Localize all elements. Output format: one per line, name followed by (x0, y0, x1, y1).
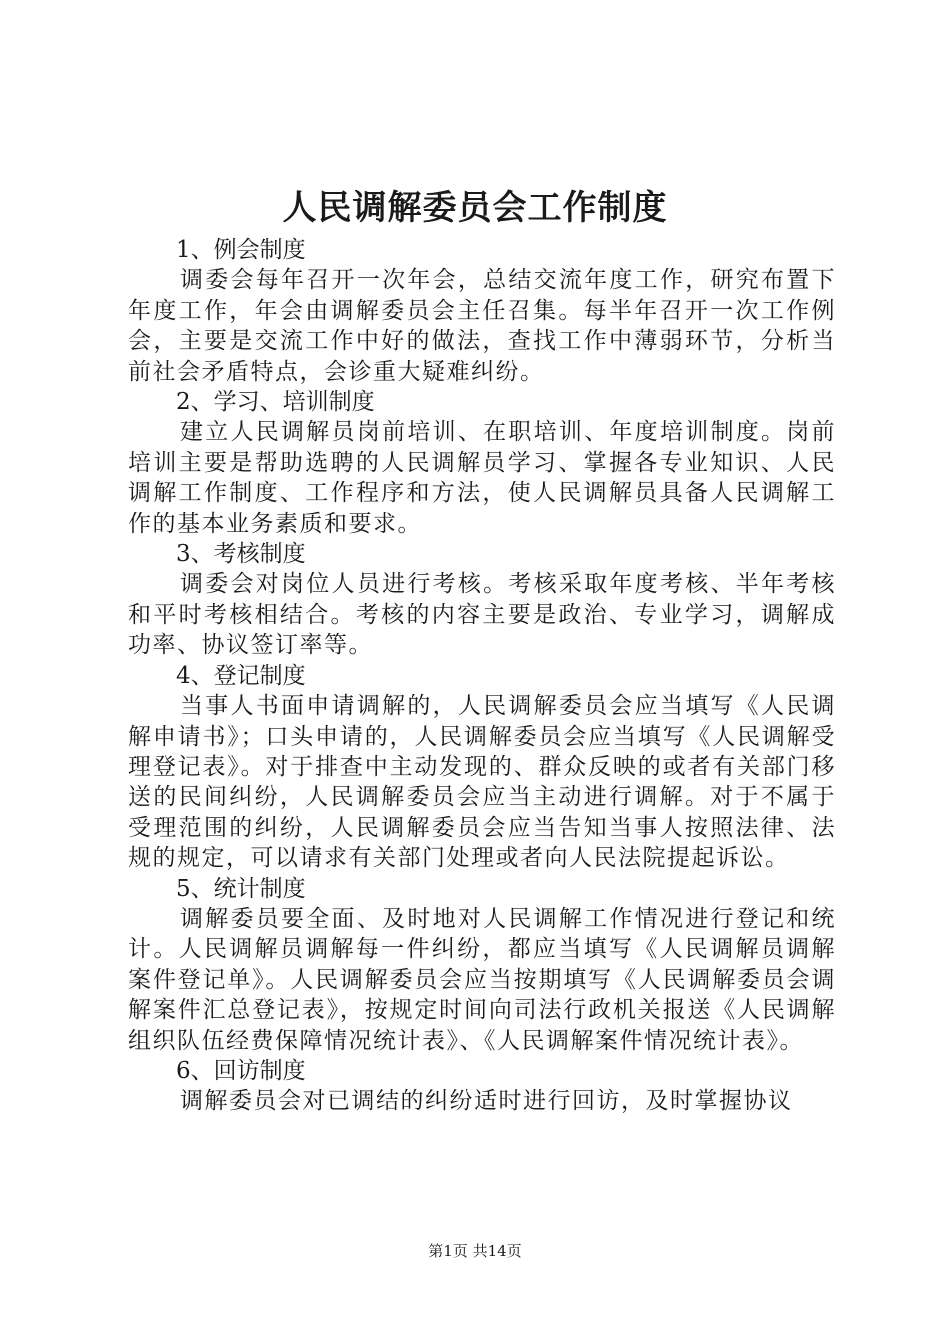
section-paragraph-3: 调委会对岗位人员进行考核。考核采取年度考核、半年考核和平时考核相结合。考核的内容主要是政治、专业学习，调解成功率、协议签订率等。 (128, 571, 836, 659)
section-paragraph-6: 调解委员会对已调结的纠纷适时进行回访，及时掌握协议 (180, 1088, 793, 1115)
section-paragraph-2: 建立人民调解员岗前培训、在职培训、年度培训制度。岗前培训主要是帮助选聘的人民调解员学习、掌握各专业知识、人民调解工作制度、工作程序和方法，使人民调解员具备人民调解工作的基本业务素质和要求。 (128, 419, 836, 537)
section-heading-2: 2、学习、培训制度 (176, 389, 375, 416)
section-paragraph-5: 调解委员要全面、及时地对人民调解工作情况进行登记和统计。人民调解员调解每一件纠纷，都应当填写《人民调解员调解案件登记单》。人民调解委员会应当按期填写《人民调解委员会调解案件汇总登记表》，按规定时间向司法行政机关报送《人民调解组织队伍经费保障情况统计表》、《人民调解案件情况统计表》。 (128, 905, 836, 1054)
section-heading-4: 4、登记制度 (176, 662, 306, 689)
page-footer: 第1页 共14页 (428, 1242, 522, 1260)
document-body (128, 235, 836, 1117)
section-heading-5: 5、统计制度 (176, 875, 306, 902)
section-heading-3: 3、考核制度 (176, 541, 306, 568)
section-paragraph-4: 当事人书面申请调解的，人民调解委员会应当填写《人民调解申请书》；口头申请的，人民调解委员会应当填写《人民调解受理登记表》。对于排查中主动发现的、群众反映的或者有关部门移送的民间纠纷，人民调解委员会应当主动进行调解。对于不属于受理范围的纠纷，人民调解委员会应当告知当事人按照法律、法规的规定，可以请求有关部门处理或者向人民法院提起诉讼。 (128, 693, 836, 872)
section-heading-6: 6、回访制度 (176, 1057, 306, 1084)
section-heading-1: 1、例会制度 (176, 237, 306, 263)
section-paragraph-1: 调委会每年召开一次年会，总结交流年度工作，研究布置下年度工作，年会由调解委员会主任召集。每半年召开一次工作例会，主要是交流工作中好的做法，查找工作中薄弱环节，分析当前社会矛盾特点，会诊重大疑难纠纷。 (128, 267, 836, 385)
document-title: 人民调解委员会工作制度 (282, 188, 668, 228)
